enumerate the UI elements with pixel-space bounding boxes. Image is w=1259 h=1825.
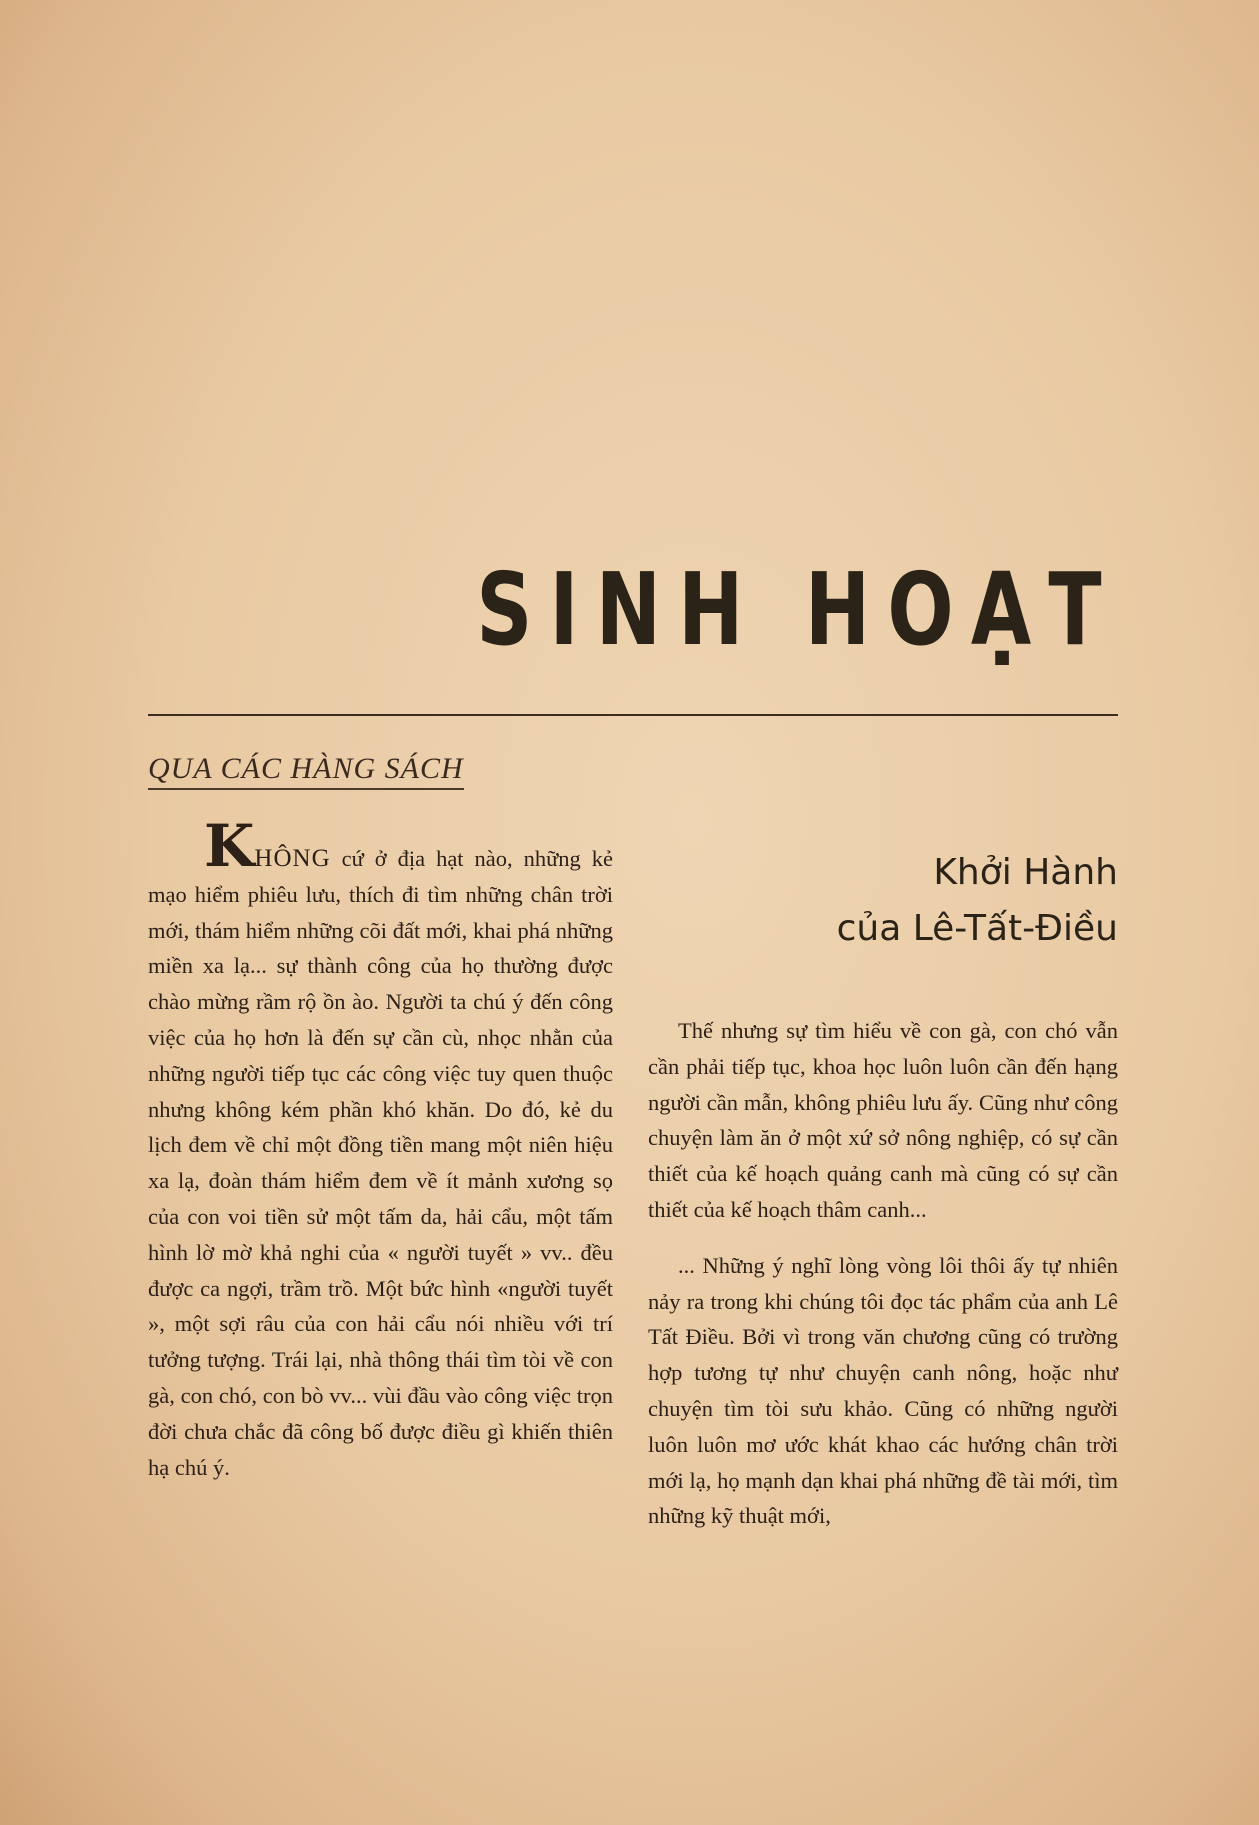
left-column xyxy=(148,752,613,1485)
left-body: cứ ở địa hạt nào, những kẻ mạo hiểm phiêu lưu, thích đi tìm những chân trời mới, thám hiểm những cõi đất mới, khai phá những miền xa lạ... sự thành công của họ thường được chào mừng rầm rộ ồn ào. Người ta chú ý đến công việc của họ hơn là đến sự cần cù, nhọc nhằn của những người tiếp tục các công việc tuy quen thuộc nhưng không kém phần khó khăn. Do đó, kẻ du lịch đem về chỉ một đồng tiền mang một niên hiệu xa lạ, đoàn thám hiểm đem về ít mảnh xương sọ của con voi tiền sử một tấm da, hải cẩu, một tấm hình lờ mờ khả nghi của « người tuyết » vv.. đều được ca ngợi, trầm trồ. Một bức hình «người tuyết », một sợi râu của con hải cẩu nói nhiều với trí tưởng tượng. Trái lại, nhà thông thái tìm tòi về con gà, con chó, con bò vv... vùi đầu vào công việc trọn đời chưa chắc đã công bố được điều gì khiến thiên hạ chú ý. xyxy=(148,846,613,1480)
lead-caps: HÔNG xyxy=(254,845,331,872)
section-heading: QUA CÁC HÀNG SÁCH xyxy=(148,752,464,790)
page-title: SINH HOẠT xyxy=(476,551,1119,668)
article-title-line1: Khởi Hành xyxy=(933,852,1118,893)
left-column-text xyxy=(148,812,613,1485)
title-divider xyxy=(148,714,1118,716)
drop-cap: K xyxy=(204,812,255,880)
right-paragraph-1: Thế nhưng sự tìm hiểu về con gà, con chó vẫn cần phải tiếp tục, khoa học luôn luôn cần đến hạng người cần mẫn, không phiêu lưu ấy. Cũng như công chuyện làm ăn ở một xứ sở nông nghiệp, có sự cần thiết của kế hoạch quảng canh mà cũng có sự cần thiết của kế hoạch thâm canh... xyxy=(648,1018,1118,1222)
article-title-line2: của Lê-Tất-Điều xyxy=(836,908,1118,949)
right-column xyxy=(648,845,1118,1534)
article-title xyxy=(648,845,1118,957)
right-paragraph-2: ... Những ý nghĩ lòng vòng lôi thôi ấy tự nhiên nảy ra trong khi chúng tôi đọc tác phẩm của anh Lê Tất Điều. Bởi vì trong văn chương cũng có trường hợp tương tự như chuyện canh nông, hoặc như chuyện tìm tòi sưu khảo. Cũng có những người luôn luôn mơ ước khát khao các hướng chân trời mới lạ, họ mạnh dạn khai phá những đề tài mới, tìm những kỹ thuật mới, xyxy=(648,1252,1118,1529)
